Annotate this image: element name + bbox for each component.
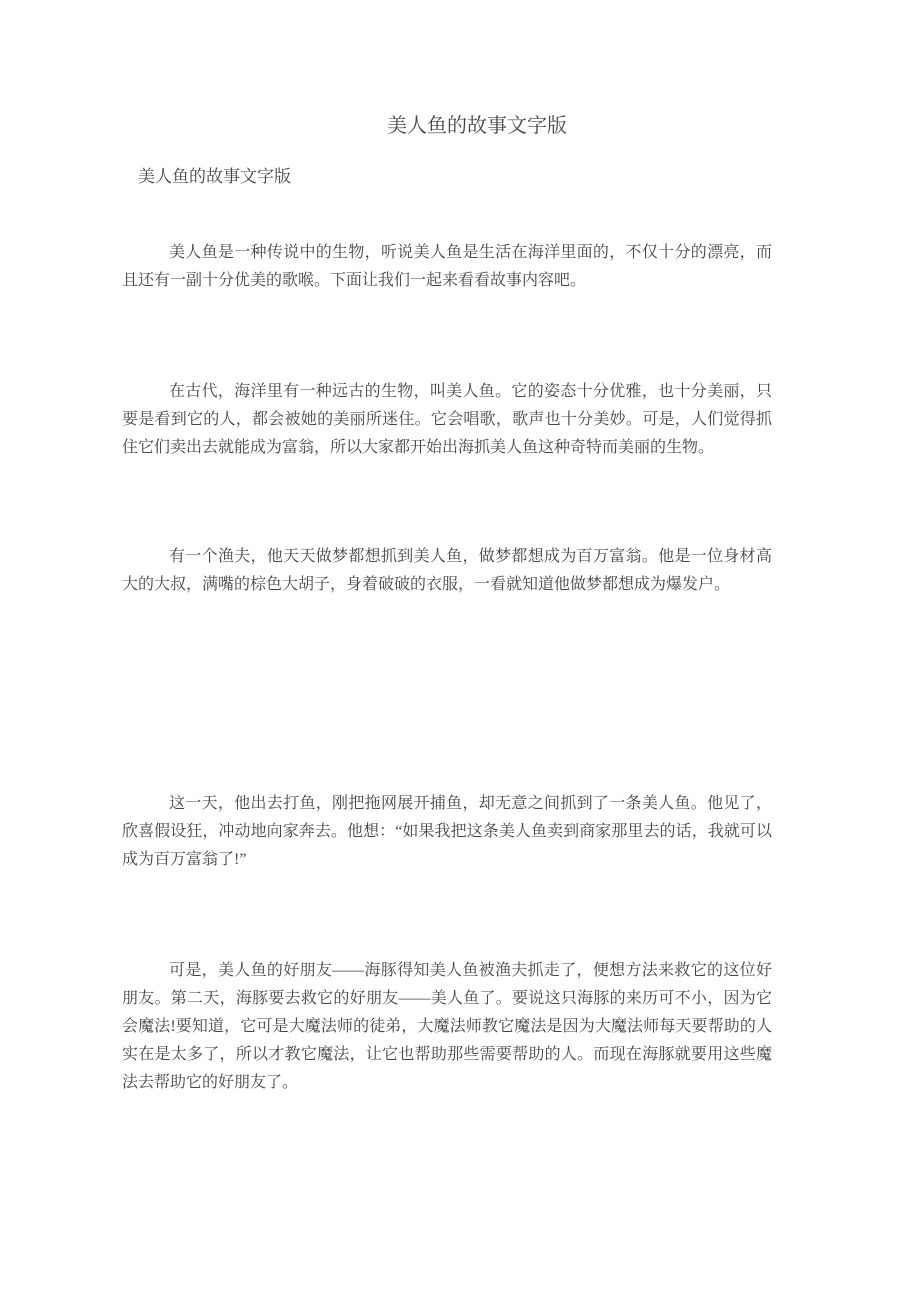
document-subtitle: 美人鱼的故事文字版 [138,167,291,186]
story-paragraph-fisherman: 有一个渔夫，他天天做梦都想抓到美人鱼，做梦都想成为百万富翁。他是一位身材高大的大叔，满嘴的棕色大胡子，身着破破的衣服，一看就知道他做梦都想成为爆发户。 [122,548,772,593]
story-paragraph-intro: 美人鱼是一种传说中的生物，听说美人鱼是生活在海洋里面的，不仅十分的漂亮，而且还有一副十分优美的歌喉。下面让我们一起来看看故事内容吧。 [122,244,772,289]
story-paragraph-caught-mermaid: 这一天，他出去打鱼，刚把拖网展开捕鱼，却无意之间抓到了一条美人鱼。他见了，欣喜假设狂，冲动地向家奔去。他想：“如果我把这条美人鱼卖到商家那里去的话，我就可以成为百万富翁了!” [122,795,772,868]
story-paragraph-ancient-times: 在古代，海洋里有一种远古的生物，叫美人鱼。它的姿态十分优雅，也十分美丽，只要是看到它的人，都会被她的美丽所迷住。它会唱歌，歌声也十分美妙。可是，人们觉得抓住它们卖出去就能成为富翁，所以大家都开始出海抓美人鱼这种奇特而美丽的生物。 [122,383,772,456]
page-title: 美人鱼的故事文字版 [387,115,567,137]
story-paragraph-dolphin-friend: 可是，美人鱼的好朋友——海豚得知美人鱼被渔夫抓走了，便想方法来救它的这位好朋友。第二天，海豚要去救它的好朋友——美人鱼了。要说这只海豚的来历可不小，因为它会魔法!要知道，它可是大魔法师的徒弟，大魔法师教它魔法是因为大魔法师每天要帮助的人实在是太多了，所以才教它魔法，让它也帮助那些需要帮助的人。而现在海豚就要用这些魔法去帮助它的好朋友了。 [122,962,772,1091]
